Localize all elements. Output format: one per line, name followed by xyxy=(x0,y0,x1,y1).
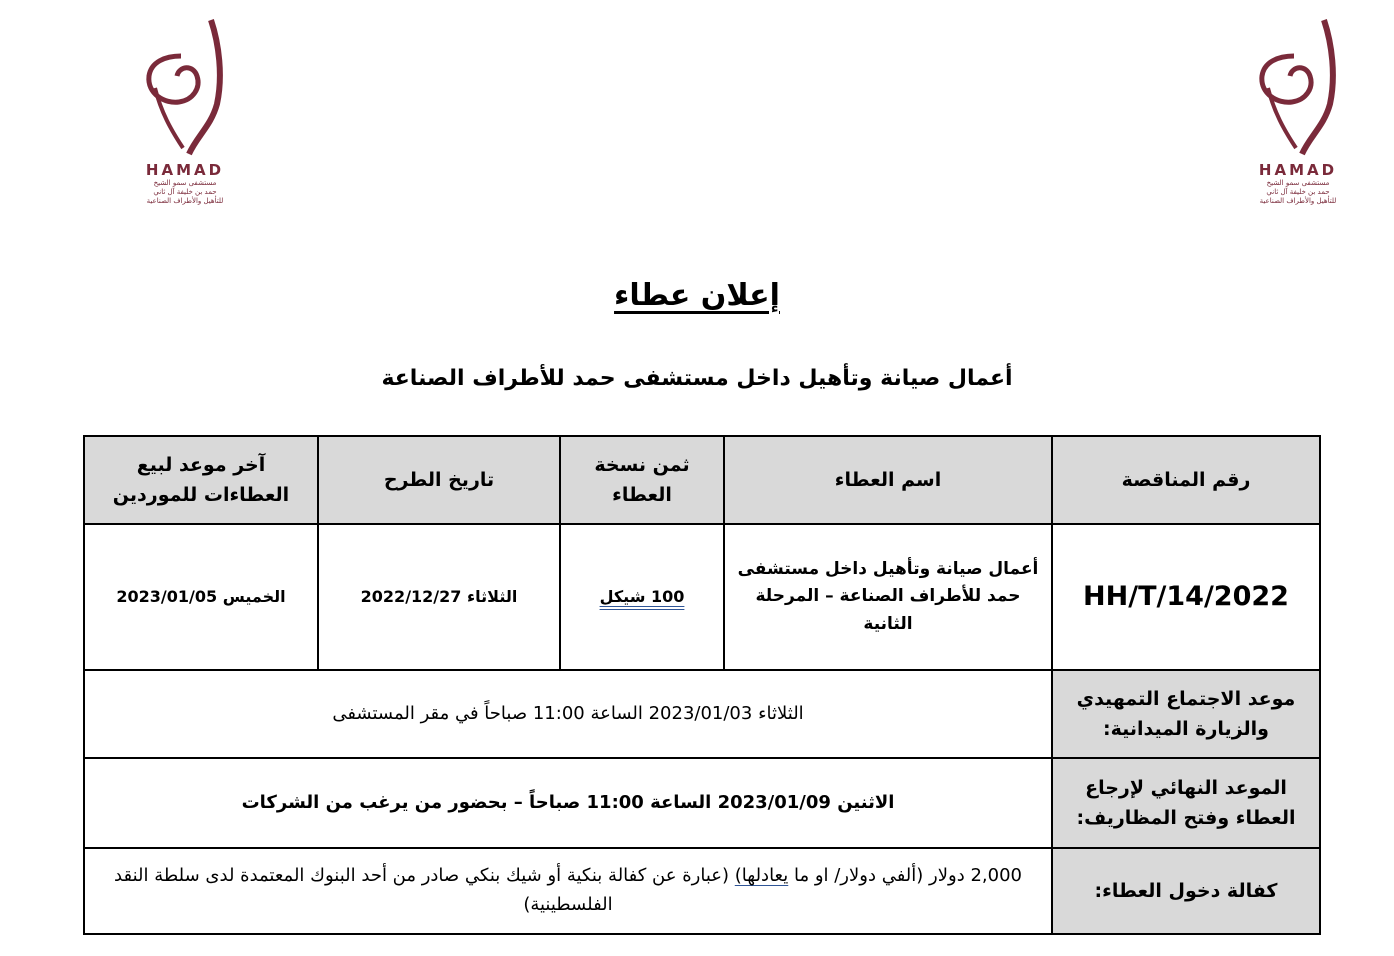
logo-subtitle-line: للتأهيل والأطراف الصناعية xyxy=(146,197,224,205)
last-sale-date-value: الخميس 2023/01/05 xyxy=(84,524,318,670)
tender-table xyxy=(83,435,1321,935)
table-header-row xyxy=(84,436,1320,524)
deadline-value: الاثنين 2023/01/09 الساعة 11:00 صباحاً – بحضور من يرغب من الشركات xyxy=(84,758,1052,848)
page-title: إعلان عطاء xyxy=(614,278,780,313)
deposit-text-start: 2,000 دولار (ألفي دولار/ او ما xyxy=(793,865,1022,887)
deposit-value xyxy=(84,848,1052,934)
logo-subtitle-line: مستشفى سمو الشيخ xyxy=(1266,179,1330,187)
header-tender-number: رقم المناقصة xyxy=(1052,436,1320,524)
logo-wordmark: HAMAD xyxy=(1258,161,1338,179)
header-release-date: تاريخ الطرح xyxy=(318,436,560,524)
copy-price-text: 100 شيكل xyxy=(599,587,685,607)
deadline-label: الموعد النهائي لإرجاع العطاء وفتح المظاريف: xyxy=(1052,758,1320,848)
deposit-label: كفالة دخول العطاء: xyxy=(1052,848,1320,934)
pre-meeting-value: الثلاثاء 2023/01/03 الساعة 11:00 صباحاً في مقر المستشفى xyxy=(84,670,1052,758)
logo-wordmark: HAMAD xyxy=(145,161,225,179)
tender-name-value: أعمال صيانة وتأهيل داخل مستشفى حمد للأطراف الصناعة – المرحلة الثانية xyxy=(724,524,1052,670)
hamad-emblem-icon xyxy=(1248,14,1348,159)
table-row xyxy=(84,524,1320,670)
table-row xyxy=(84,670,1320,758)
header-last-sale-date: آخر موعد لبيع العطاءات للموردين xyxy=(84,436,318,524)
tender-number-value: HH/T/14/2022 xyxy=(1052,524,1320,670)
logo-subtitle-line: حمد بن خليفة آل ثاني xyxy=(1266,188,1330,196)
deposit-text-end: (عبارة عن كفالة بنكية أو شيك بنكي صادر من أحد البنوك المعتمدة لدى سلطة النقد الفلسطينية) xyxy=(114,865,730,915)
logo-subtitle-line: مستشفى سمو الشيخ xyxy=(153,179,217,187)
deposit-text-underlined: يعادلها) xyxy=(734,865,789,887)
pre-meeting-label: موعد الاجتماع التمهيدي والزيارة الميدانية: xyxy=(1052,670,1320,758)
logo-subtitle-line: حمد بن خليفة آل ثاني xyxy=(153,188,217,196)
release-date-value: الثلاثاء 2022/12/27 xyxy=(318,524,560,670)
header-copy-price: ثمن نسخة العطاء xyxy=(560,436,724,524)
hamad-emblem-icon xyxy=(135,14,235,159)
hamad-logo-right xyxy=(1243,14,1353,214)
copy-price-value xyxy=(560,524,724,670)
table-row xyxy=(84,848,1320,934)
table-row xyxy=(84,758,1320,848)
header-tender-name: اسم العطاء xyxy=(724,436,1052,524)
page-subtitle: أعمال صيانة وتأهيل داخل مستشفى حمد للأطراف الصناعة xyxy=(381,366,1013,391)
hamad-logo-left xyxy=(130,14,240,214)
logo-subtitle-line: للتأهيل والأطراف الصناعية xyxy=(1259,197,1337,205)
